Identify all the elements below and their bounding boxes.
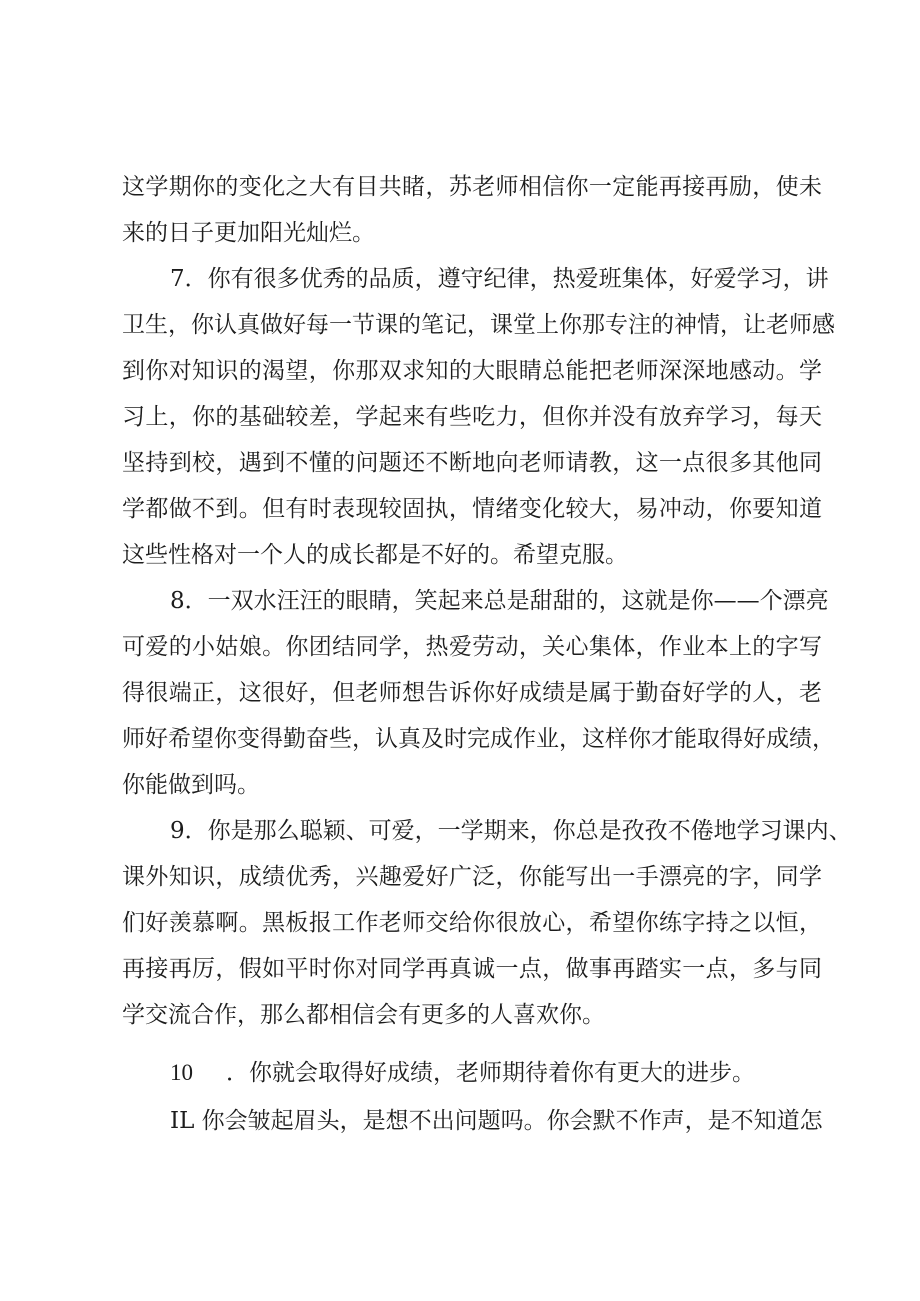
text-line: 卫生，你认真做好每一节课的笔记，课堂上你那专注的神情，让老师感 <box>122 312 835 338</box>
text-line: 可爱的小姑娘。你团结同学，热爱劳动，关心集体，作业本上的字写 <box>122 634 822 660</box>
text-line: 课外知识，成绩优秀，兴趣爱好广泛，你能写出一手漂亮的字，同学 <box>122 864 822 890</box>
text-line: 你能做到吗。 <box>122 772 260 798</box>
text-line <box>170 1058 822 1088</box>
text-line: 坚持到校，遇到不懂的问题还不断地向老师请教，这一点很多其他同 <box>122 450 822 476</box>
text-line: 9．你是那么聪颖、可爱，一学期来，你总是孜孜不倦地学习课内、 <box>170 818 852 844</box>
text-line: 这学期你的变化之大有目共睹，苏老师相信你一定能再接再励，使未 <box>122 174 822 200</box>
text-line: 习上，你的基础较差，学起来有些吃力，但你并没有放弃学习，每天 <box>122 404 822 430</box>
text-line: 们好羡慕啊。黑板报工作老师交给你很放心，希望你练字持之以恒， <box>122 910 822 936</box>
text-line: 7．你有很多优秀的品质，遵守纪律，热爱班集体，好爱学习，讲 <box>170 266 829 292</box>
text-line: 来的日子更加阳光灿烂。 <box>122 220 375 246</box>
text-line: 这些性格对一个人的成长都是不好的。希望克服。 <box>122 542 628 568</box>
text-line: 再接再厉，假如平时你对同学再真诚一点，做事再踏实一点，多与同 <box>122 956 822 982</box>
text-line: 师好希望你变得勤奋些，认真及时完成作业，这样你才能取得好成绩， <box>122 726 835 752</box>
text-line-content: ．你就会取得好成绩，老师期待着你有更大的进步。 <box>226 1060 755 1086</box>
text-line: 到你对知识的渴望，你那双求知的大眼睛总能把老师深深地感动。学 <box>122 358 822 384</box>
list-number: 10 <box>170 1060 193 1085</box>
text-line: IL 你会皱起眉头，是想不出问题吗。你会默不作声，是不知道怎 <box>170 1108 823 1134</box>
text-line: 学都做不到。但有时表现较固执，情绪变化较大，易冲动，你要知道 <box>122 496 822 522</box>
text-line: 8．一双水汪汪的眼睛，笑起来总是甜甜的，这就是你——个漂亮 <box>170 588 829 614</box>
text-line: 得很端正，这很好，但老师想告诉你好成绩是属于勤奋好学的人，老 <box>122 680 822 706</box>
text-line: 学交流合作，那么都相信会有更多的人喜欢你。 <box>122 1002 605 1028</box>
